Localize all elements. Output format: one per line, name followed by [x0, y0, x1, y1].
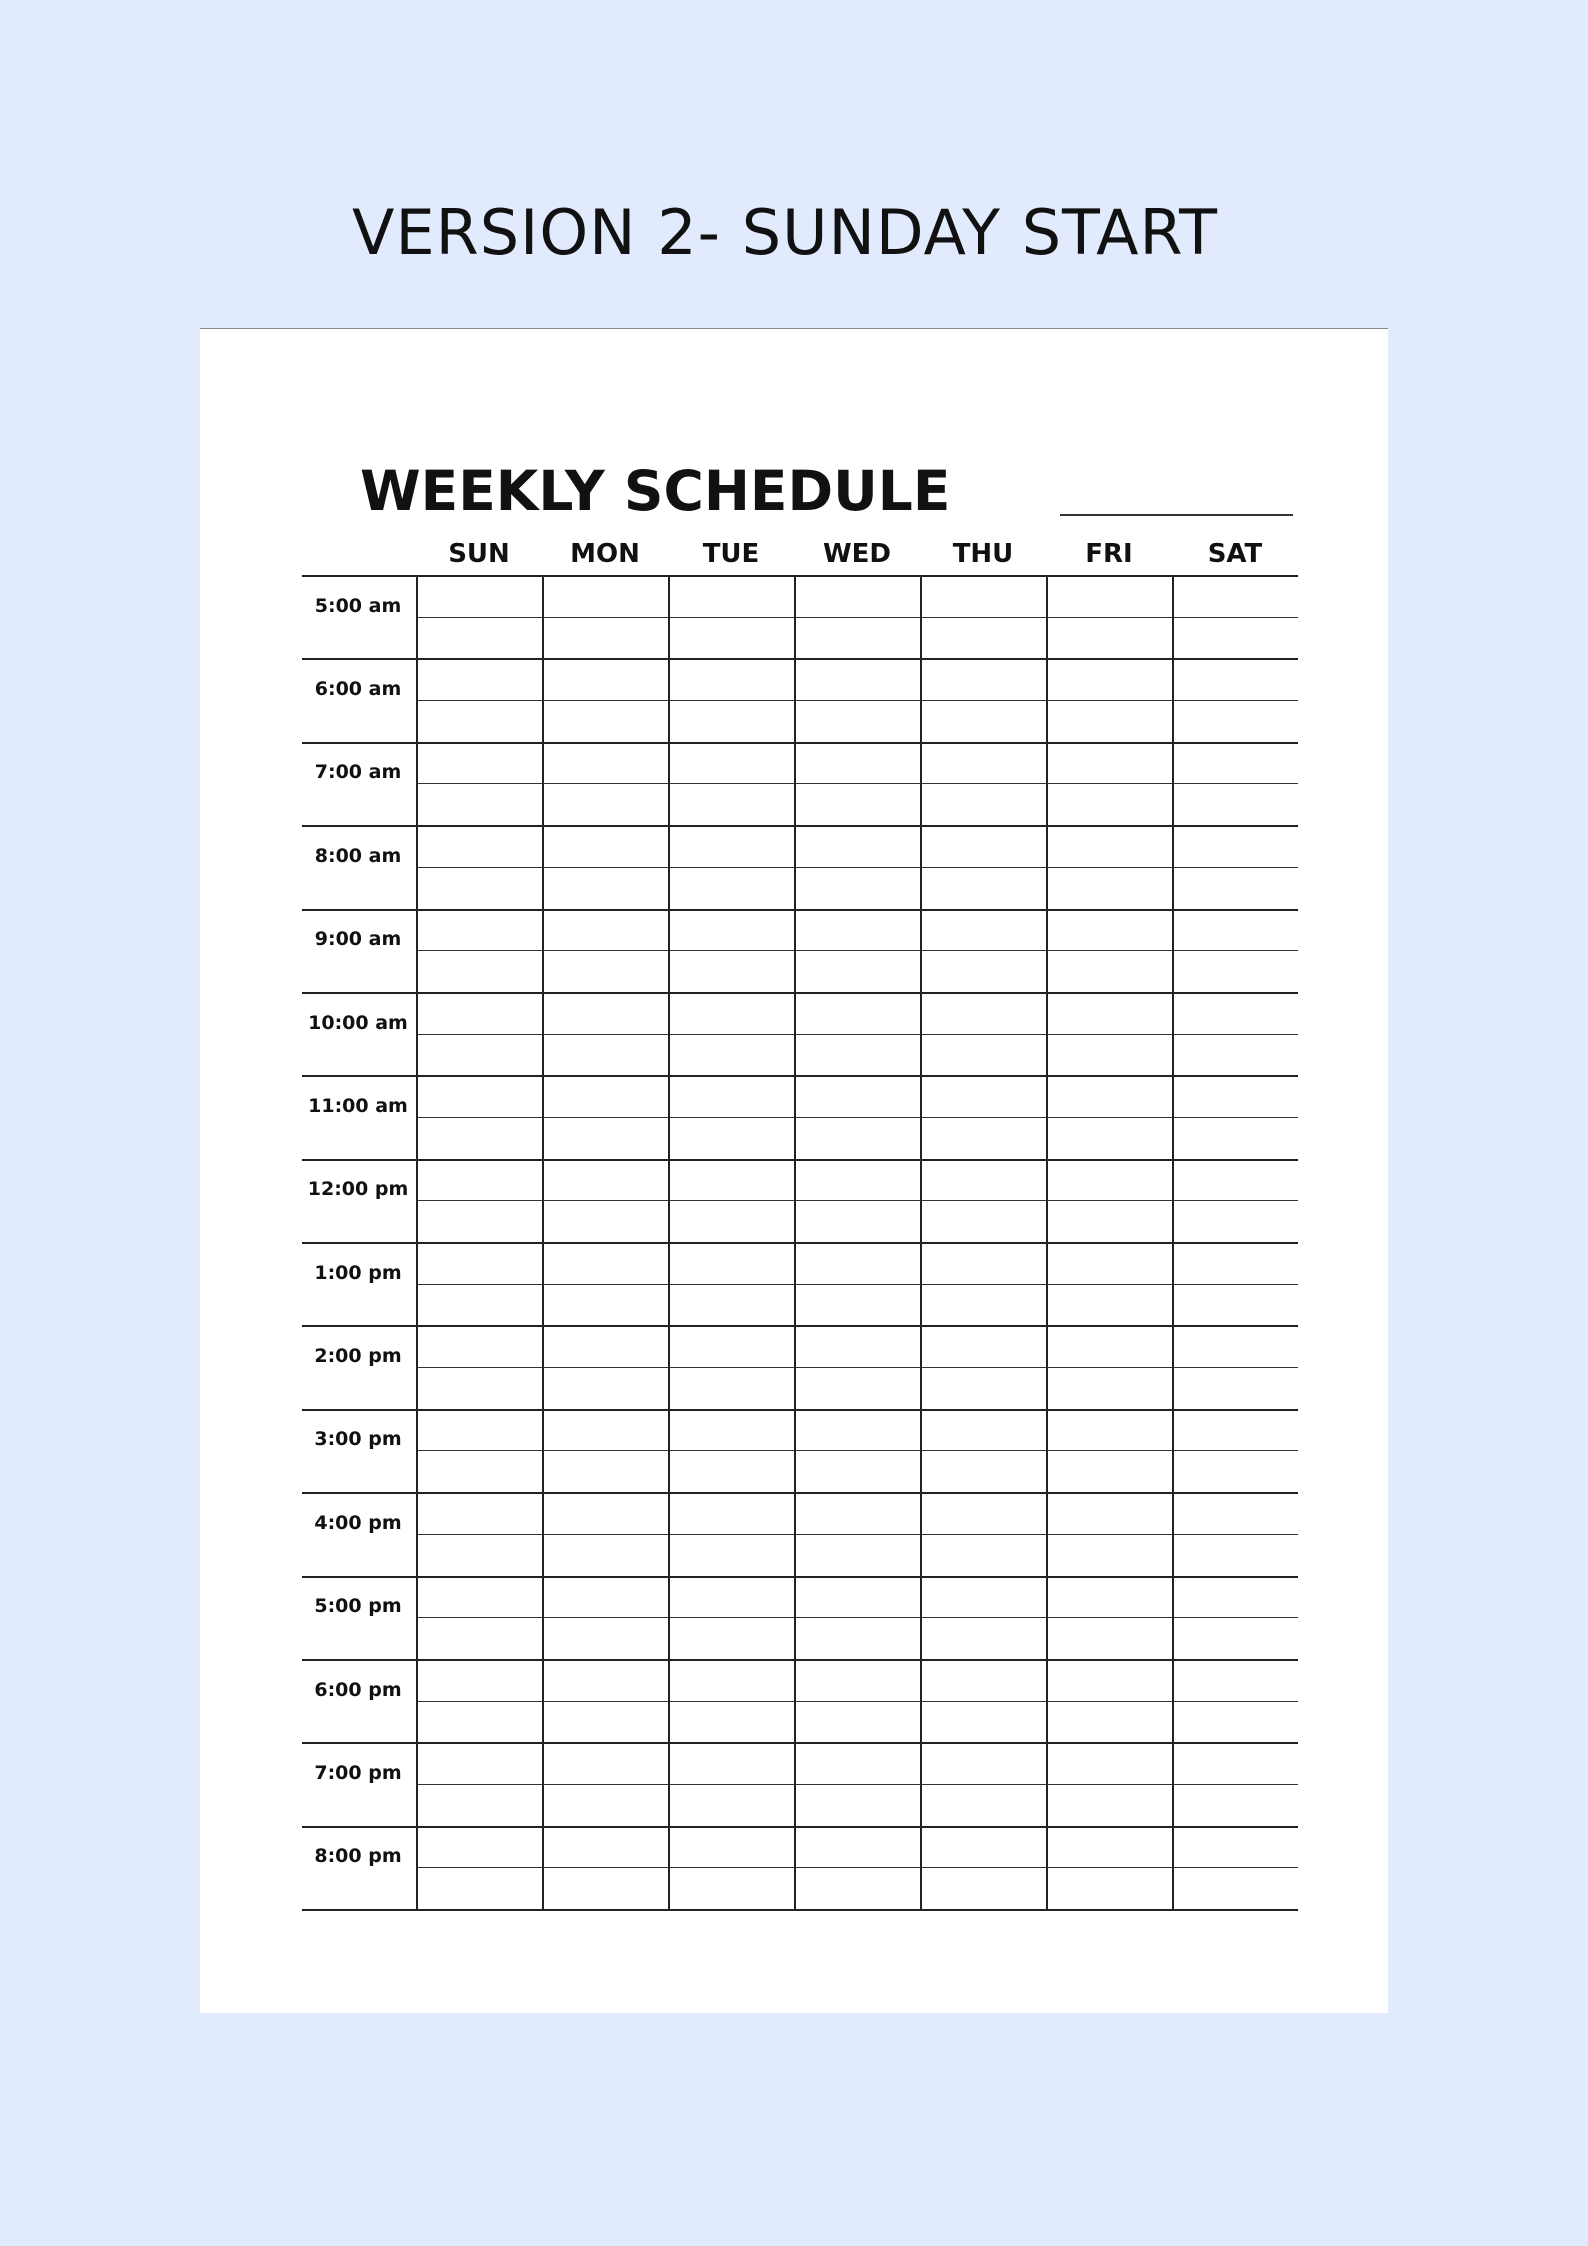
schedule-cell-sun[interactable]	[418, 660, 540, 739]
schedule-cell-thu[interactable]	[922, 577, 1044, 656]
schedule-cell-sun[interactable]	[418, 1077, 540, 1156]
schedule-cell-sat[interactable]	[1174, 1828, 1296, 1907]
schedule-cell-tue[interactable]	[670, 1744, 792, 1823]
schedule-cell-wed[interactable]	[796, 660, 918, 739]
schedule-cell-mon[interactable]	[544, 1244, 666, 1323]
schedule-cell-sat[interactable]	[1174, 1077, 1296, 1156]
schedule-cell-mon[interactable]	[544, 660, 666, 739]
schedule-cell-thu[interactable]	[922, 1828, 1044, 1907]
schedule-cell-wed[interactable]	[796, 1411, 918, 1490]
time-label: 12:00 pm	[307, 1178, 409, 1201]
schedule-cell-fri[interactable]	[1048, 744, 1170, 823]
day-header-thu: THU	[952, 539, 1014, 569]
schedule-cell-mon[interactable]	[544, 577, 666, 656]
schedule-cell-tue[interactable]	[670, 1411, 792, 1490]
time-label: 8:00 am	[314, 844, 402, 867]
schedule-cell-thu[interactable]	[922, 744, 1044, 823]
schedule-cell-sun[interactable]	[418, 1661, 540, 1740]
time-label: 10:00 am	[308, 1011, 408, 1034]
schedule-cell-thu[interactable]	[922, 1244, 1044, 1323]
schedule-cell-sat[interactable]	[1174, 744, 1296, 823]
schedule-cell-thu[interactable]	[922, 1327, 1044, 1406]
schedule-cell-sun[interactable]	[418, 1411, 540, 1490]
time-label: 7:00 am	[314, 761, 402, 784]
name-line	[1060, 514, 1293, 516]
schedule-cell-thu[interactable]	[922, 1744, 1044, 1823]
schedule-cell-wed[interactable]	[796, 1077, 918, 1156]
day-header-sun: SUN	[448, 539, 510, 569]
schedule-cell-mon[interactable]	[544, 1744, 666, 1823]
schedule-cell-wed[interactable]	[796, 1578, 918, 1657]
schedule-cell-fri[interactable]	[1048, 1661, 1170, 1740]
schedule-cell-sun[interactable]	[418, 827, 540, 906]
day-header-sat: SAT	[1207, 539, 1263, 569]
schedule-cell-sun[interactable]	[418, 1244, 540, 1323]
schedule-cell-sun[interactable]	[418, 1494, 540, 1573]
time-label: 11:00 am	[308, 1094, 408, 1117]
schedule-cell-sun[interactable]	[418, 744, 540, 823]
schedule-cell-tue[interactable]	[670, 1578, 792, 1657]
schedule-cell-sun[interactable]	[418, 911, 540, 990]
time-label: 2:00 pm	[314, 1345, 402, 1368]
schedule-cell-wed[interactable]	[796, 1494, 918, 1573]
schedule-cell-wed[interactable]	[796, 1161, 918, 1240]
schedule-cell-mon[interactable]	[544, 1161, 666, 1240]
schedule-cell-mon[interactable]	[544, 1327, 666, 1406]
schedule-cell-thu[interactable]	[922, 1161, 1044, 1240]
schedule-sheet	[200, 328, 1388, 2013]
schedule-cell-fri[interactable]	[1048, 1828, 1170, 1907]
schedule-cell-sat[interactable]	[1174, 1411, 1296, 1490]
schedule-cell-sat[interactable]	[1174, 1578, 1296, 1657]
time-label: 1:00 pm	[314, 1261, 402, 1284]
schedule-cell-sun[interactable]	[418, 1327, 540, 1406]
schedule-cell-tue[interactable]	[670, 1244, 792, 1323]
schedule-cell-fri[interactable]	[1048, 911, 1170, 990]
schedule-cell-sat[interactable]	[1174, 577, 1296, 656]
schedule-cell-mon[interactable]	[544, 1661, 666, 1740]
schedule-cell-wed[interactable]	[796, 577, 918, 656]
schedule-cell-fri[interactable]	[1048, 577, 1170, 656]
schedule-cell-tue[interactable]	[670, 911, 792, 990]
day-header-wed: WED	[822, 539, 892, 569]
schedule-cell-sat[interactable]	[1174, 1244, 1296, 1323]
schedule-title: WEEKLY SCHEDULE	[360, 459, 951, 523]
time-label: 3:00 pm	[314, 1428, 402, 1451]
time-label: 7:00 pm	[314, 1761, 402, 1784]
schedule-cell-tue[interactable]	[670, 744, 792, 823]
schedule-cell-tue[interactable]	[670, 1661, 792, 1740]
schedule-cell-fri[interactable]	[1048, 1578, 1170, 1657]
schedule-cell-mon[interactable]	[544, 744, 666, 823]
schedule-cell-wed[interactable]	[796, 911, 918, 990]
schedule-cell-fri[interactable]	[1048, 827, 1170, 906]
page-title: VERSION 2- SUNDAY START	[352, 196, 1218, 269]
schedule-cell-mon[interactable]	[544, 1578, 666, 1657]
schedule-cell-fri[interactable]	[1048, 1077, 1170, 1156]
schedule-cell-mon[interactable]	[544, 827, 666, 906]
schedule-cell-fri[interactable]	[1048, 1494, 1170, 1573]
schedule-cell-sun[interactable]	[418, 577, 540, 656]
schedule-grid	[302, 575, 1298, 1909]
time-label: 9:00 am	[314, 928, 402, 951]
schedule-cell-sun[interactable]	[418, 1744, 540, 1823]
schedule-cell-wed[interactable]	[796, 1744, 918, 1823]
time-label: 8:00 pm	[314, 1845, 402, 1868]
schedule-cell-sun[interactable]	[418, 1828, 540, 1907]
schedule-cell-wed[interactable]	[796, 744, 918, 823]
schedule-cell-fri[interactable]	[1048, 1161, 1170, 1240]
schedule-cell-thu[interactable]	[922, 827, 1044, 906]
time-label: 5:00 am	[314, 594, 402, 617]
day-header-tue: TUE	[702, 539, 760, 569]
schedule-cell-thu[interactable]	[922, 1411, 1044, 1490]
schedule-cell-fri[interactable]	[1048, 1744, 1170, 1823]
schedule-cell-sun[interactable]	[418, 1161, 540, 1240]
schedule-cell-mon[interactable]	[544, 1411, 666, 1490]
schedule-cell-fri[interactable]	[1048, 994, 1170, 1073]
schedule-cell-mon[interactable]	[544, 1828, 666, 1907]
schedule-cell-sat[interactable]	[1174, 911, 1296, 990]
schedule-cell-mon[interactable]	[544, 1077, 666, 1156]
schedule-cell-sat[interactable]	[1174, 1161, 1296, 1240]
row-divider	[302, 1909, 1298, 1911]
schedule-cell-sun[interactable]	[418, 1578, 540, 1657]
schedule-cell-sat[interactable]	[1174, 1327, 1296, 1406]
schedule-cell-sat[interactable]	[1174, 1661, 1296, 1740]
schedule-cell-tue[interactable]	[670, 1828, 792, 1907]
schedule-cell-tue[interactable]	[670, 577, 792, 656]
schedule-cell-fri[interactable]	[1048, 660, 1170, 739]
time-label: 6:00 pm	[314, 1678, 402, 1701]
schedule-cell-mon[interactable]	[544, 994, 666, 1073]
schedule-cell-fri[interactable]	[1048, 1327, 1170, 1406]
schedule-cell-wed[interactable]	[796, 827, 918, 906]
schedule-cell-mon[interactable]	[544, 911, 666, 990]
schedule-cell-tue[interactable]	[670, 1077, 792, 1156]
schedule-cell-tue[interactable]	[670, 827, 792, 906]
schedule-cell-thu[interactable]	[922, 994, 1044, 1073]
schedule-cell-wed[interactable]	[796, 1244, 918, 1323]
time-label: 4:00 pm	[314, 1511, 402, 1534]
schedule-cell-fri[interactable]	[1048, 1411, 1170, 1490]
schedule-cell-sat[interactable]	[1174, 1744, 1296, 1823]
schedule-cell-thu[interactable]	[922, 660, 1044, 739]
schedule-cell-sun[interactable]	[418, 994, 540, 1073]
day-header-fri: FRI	[1085, 539, 1133, 569]
schedule-cell-wed[interactable]	[796, 1327, 918, 1406]
schedule-cell-sat[interactable]	[1174, 994, 1296, 1073]
schedule-cell-thu[interactable]	[922, 911, 1044, 990]
schedule-cell-wed[interactable]	[796, 1661, 918, 1740]
schedule-cell-thu[interactable]	[922, 1494, 1044, 1573]
schedule-cell-tue[interactable]	[670, 660, 792, 739]
schedule-cell-wed[interactable]	[796, 1828, 918, 1907]
schedule-cell-wed[interactable]	[796, 994, 918, 1073]
schedule-cell-sat[interactable]	[1174, 827, 1296, 906]
time-label: 5:00 pm	[314, 1595, 402, 1618]
time-label: 6:00 am	[314, 678, 402, 701]
schedule-cell-sat[interactable]	[1174, 1494, 1296, 1573]
schedule-cell-tue[interactable]	[670, 1327, 792, 1406]
schedule-cell-sat[interactable]	[1174, 660, 1296, 739]
schedule-cell-tue[interactable]	[670, 1494, 792, 1573]
day-header-mon: MON	[570, 539, 640, 569]
schedule-cell-thu[interactable]	[922, 1661, 1044, 1740]
schedule-cell-tue[interactable]	[670, 1161, 792, 1240]
schedule-cell-tue[interactable]	[670, 994, 792, 1073]
schedule-cell-thu[interactable]	[922, 1077, 1044, 1156]
schedule-cell-mon[interactable]	[544, 1494, 666, 1573]
schedule-cell-thu[interactable]	[922, 1578, 1044, 1657]
schedule-cell-fri[interactable]	[1048, 1244, 1170, 1323]
